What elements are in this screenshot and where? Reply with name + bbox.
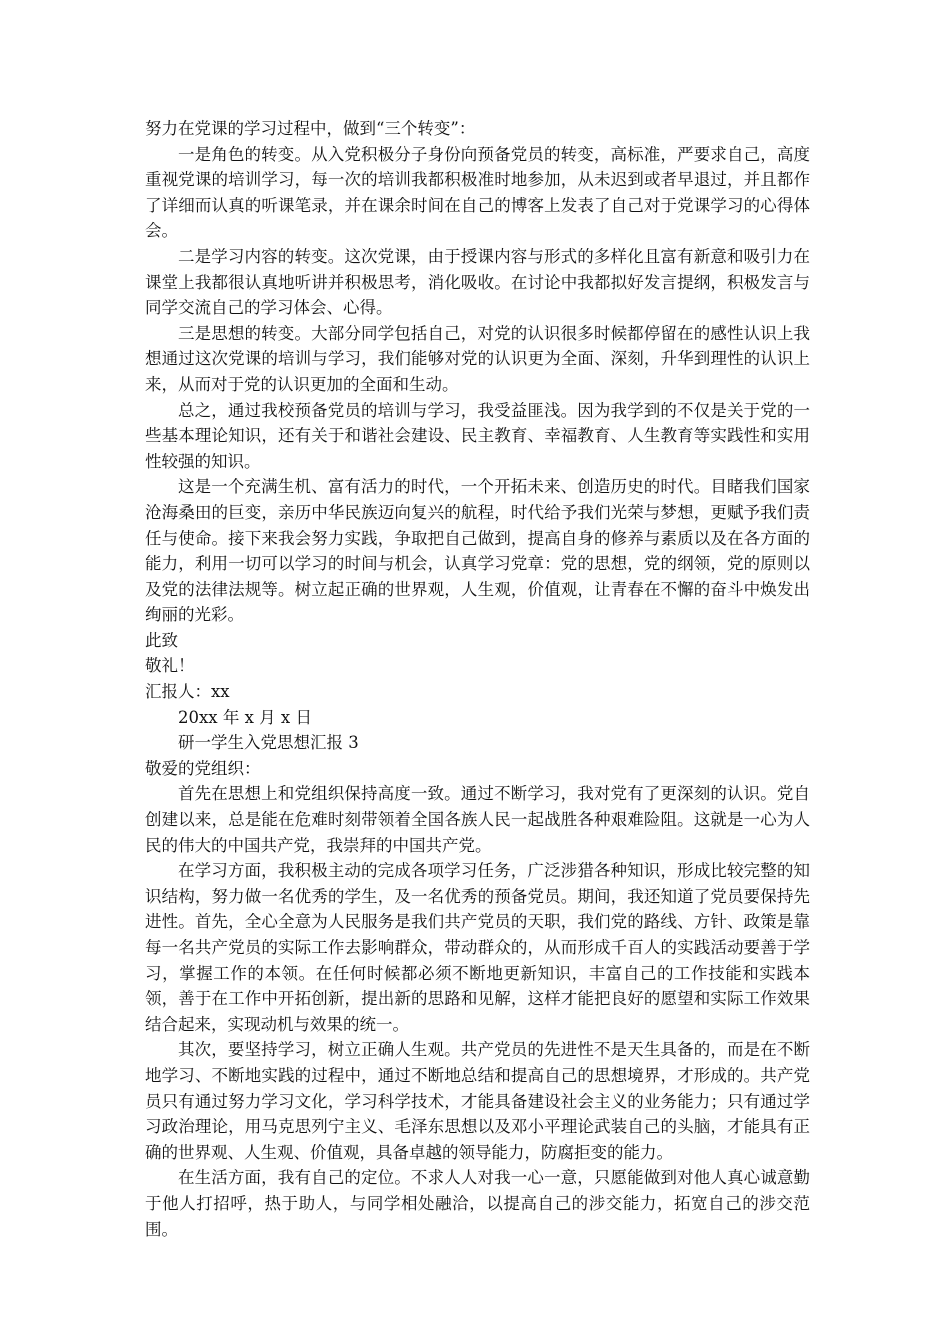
opening-line: 努力在党课的学习过程中，做到“三个转变”：	[145, 119, 476, 138]
paragraph-content-change: 二是学习内容的转变。这次党课，由于授课内容与形式的多样化且富有新意和吸引力在课堂上我都很认真地听讲并积极思考，消化吸收。在讨论中我都拟好发言提纲，积极发言与同学交流自己的学习体会、心得。	[145, 246, 810, 318]
section-title: 研一学生入党思想汇报 3	[178, 733, 359, 753]
document-body	[145, 116, 810, 1242]
paragraph-role-change: 一是角色的转变。从入党积极分子身份向预备党员的转变，高标准，严要求自己，高度重视党课的培训学习，每一次的培训我都积极准时地参加，从未迟到或者早退过，并且都作了详细而认真的听课笔录，并在课余时间在自己的博客上发表了自己对于党课学习的心得体会。	[145, 144, 810, 241]
paragraph-study: 在学习方面，我积极主动的完成各项学习任务，广泛涉猎各种知识，形成比较完整的知识结构，努力做一名优秀的学生，及一名优秀的预备党员。期间，我还知道了党员要保持先进性。首先，全心全意为人民服务是我们共产党员的天职，我们党的路线、方针、政策是靠每一名共产党员的实际工作去影响群众，带动群众的，从而形成千百人的实践活动要善于学习，掌握工作的本领。在任何时候都必须不断地更新知识，丰富自己的工作技能和实践本领，善于在工作中开拓创新，提出新的思路和见解，这样才能把良好的愿望和实际工作效果结合起来，实现动机与效果的统一。	[145, 861, 810, 1034]
closing-salute-2: 敬礼！	[145, 656, 195, 676]
reporter-line: 汇报人：xx	[145, 682, 230, 702]
paragraph-thought-change: 三是思想的转变。大部分同学包括自己，对党的认识很多时候都停留在的感性认识上我想通过这次党课的培训与学习，我们能够对党的认识更为全面、深刻，升华到理性的认识上来，从而对于党的认识更加的全面和生动。	[145, 323, 810, 394]
paragraph-era: 这是一个充满生机、富有活力的时代，一个开拓未来、创造历史的时代。目睹我们国家沧海桑田的巨变，亲历中华民族迈向复兴的航程，时代给予我们光荣与梦想，更赋予我们责任与使命。接下来我会努力实践，争取把自己做到，提高自身的修养与素质以及在各方面的能力，利用一切可以学习的时间与机会，认真学习党章：党的思想，党的纲领，党的原则以及党的法律法规等。树立起正确的世界观，人生观，价值观，让青春在不懈的奋斗中焕发出绚丽的光彩。	[145, 477, 810, 625]
paragraph-summary: 总之，通过我校预备党员的培训与学习，我受益匪浅。因为我学到的不仅是关于党的一些基本理论知识，还有关于和谐社会建设、民主教育、幸福教育、人生教育等实践性和实用性较强的知识。	[145, 400, 810, 471]
date-line: 20xx 年 x 月 x 日	[178, 707, 312, 727]
salutation: 敬爱的党组织：	[145, 758, 261, 778]
paragraph-life: 在生活方面，我有自己的定位。不求人人对我一心一意，只愿能做到对他人真心诚意勤于他人打招呼，热于助人，与同学相处融洽，以提高自己的涉交能力，拓宽自己的涉交范围。	[145, 1168, 810, 1239]
paragraph-ideology: 首先在思想上和党组织保持高度一致。通过不断学习，我对党有了更深刻的认识。党自创建以来，总是能在危难时刻带领着全国各族人民一起战胜各种艰难险阻。这就是一心为人民的伟大的中国共产党，我崇拜的中国共产党。	[145, 784, 810, 855]
paragraph-outlook: 其次，要坚持学习，树立正确人生观。共产党员的先进性不是天生具备的，而是在不断地学习、不断地实践的过程中，通过不断地总结和提高自己的思想境界，才形成的。共产党员只有通过努力学习文化，学习科学技术，才能具备建设社会主义的业务能力；只有通过学习政治理论，用马克思列宁主义、毛泽东思想以及邓小平理论武装自己的头脑，才能具有正确的世界观、人生观、价值观，具备卓越的领导能力，防腐拒变的能力。	[145, 1040, 810, 1162]
closing-salute-1: 此致	[145, 630, 178, 650]
